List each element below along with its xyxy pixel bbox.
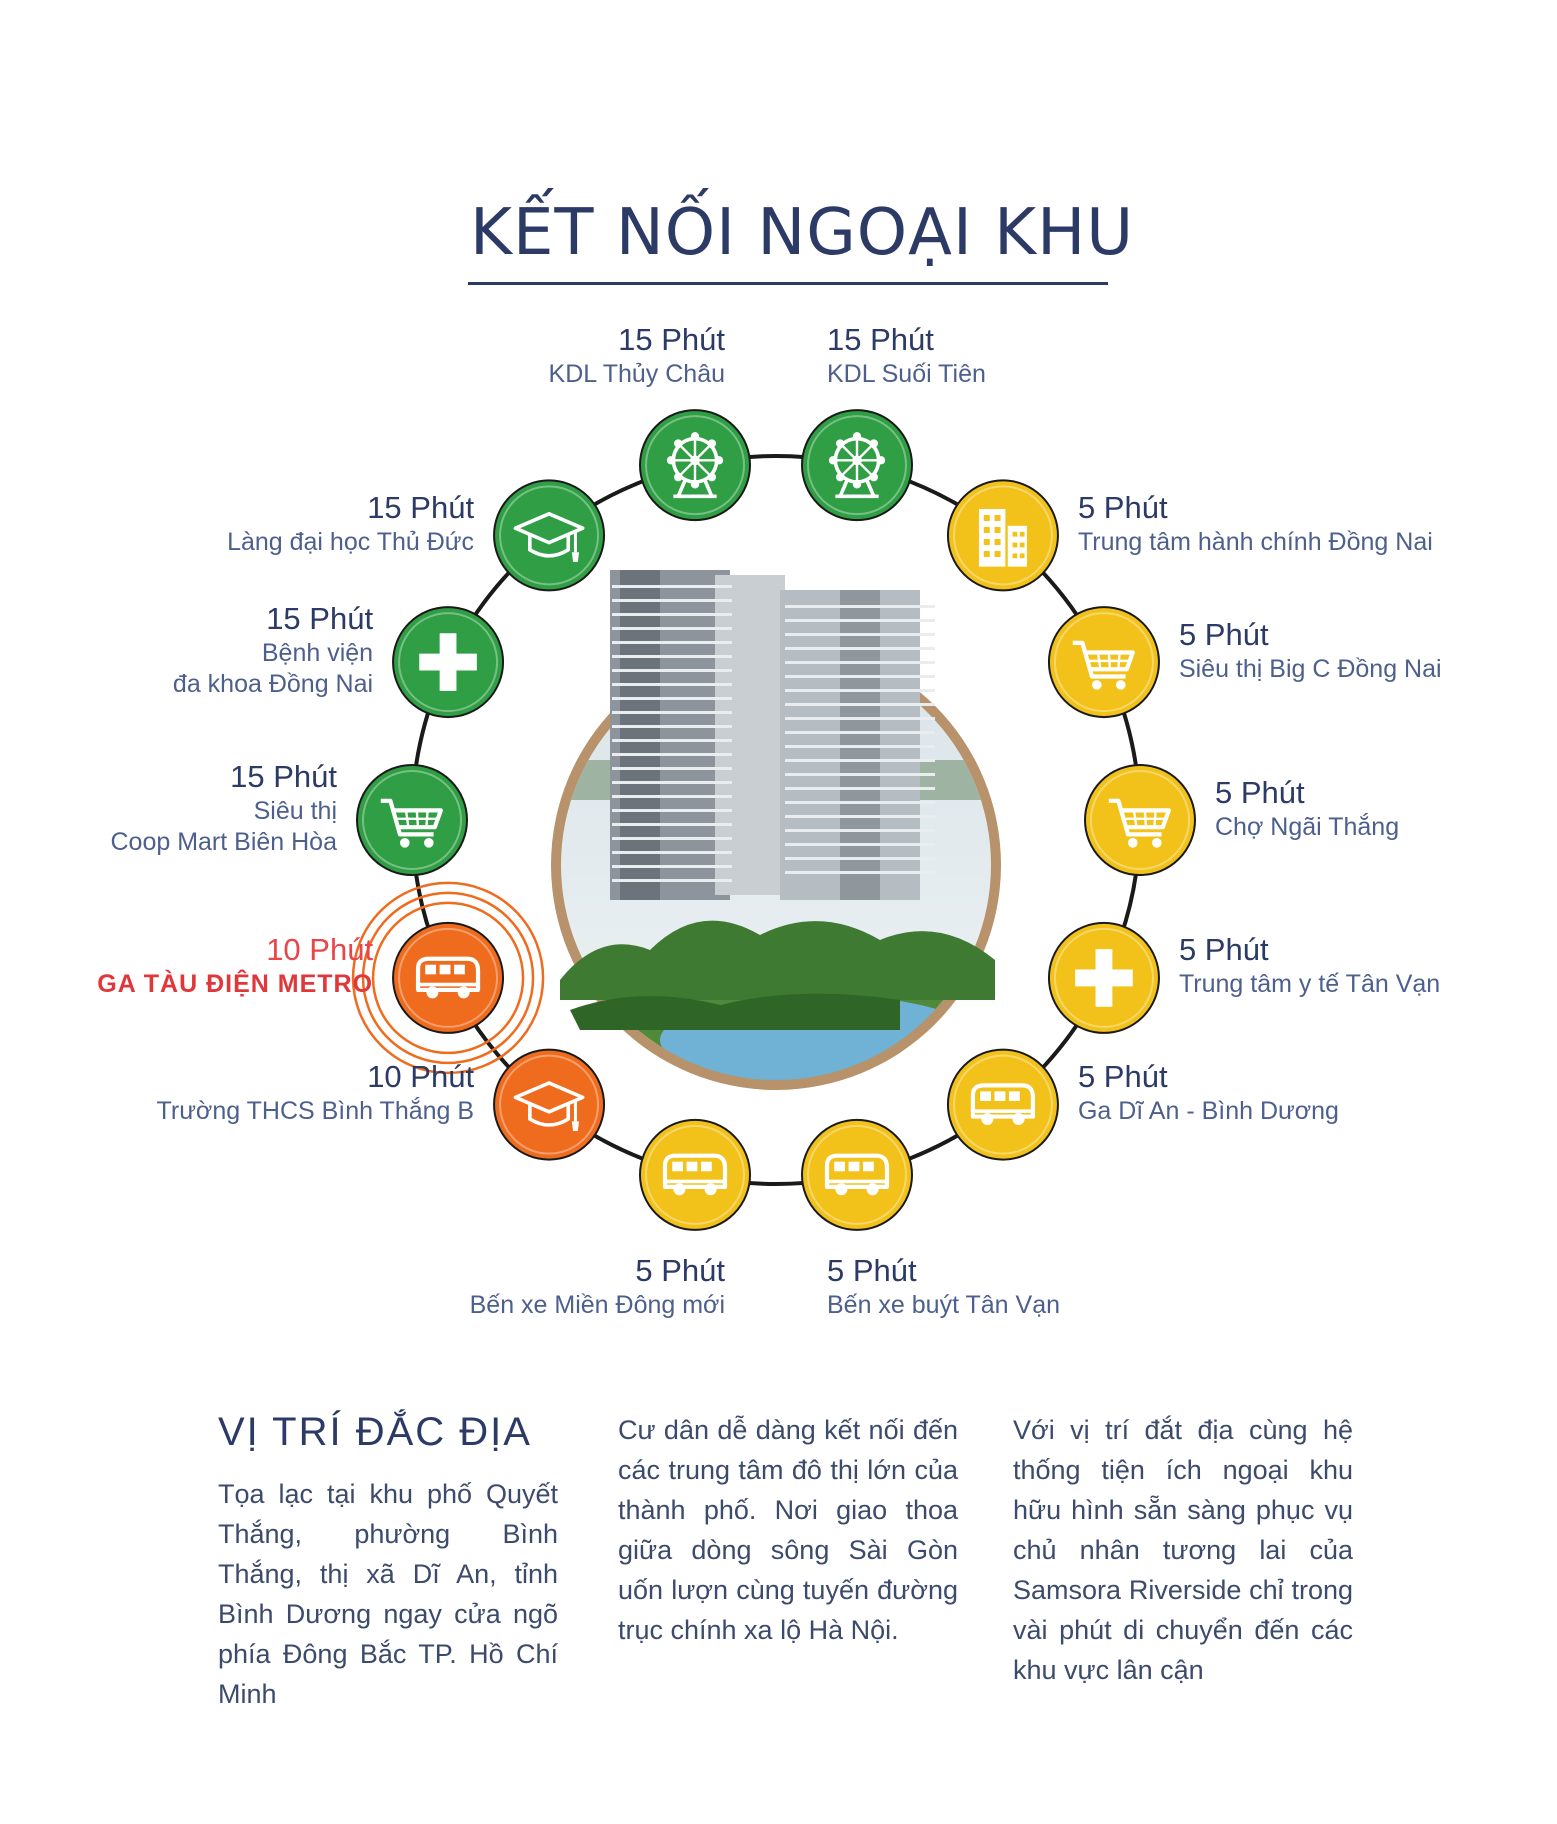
window-row xyxy=(785,633,935,636)
destination-name: GA TÀU ĐIỆN METRO xyxy=(97,970,374,999)
window-row xyxy=(612,851,732,854)
travel-time: 15 Phút xyxy=(826,322,934,358)
window-row xyxy=(785,619,935,622)
connection-label xyxy=(827,1252,1060,1321)
destination-name: Ga Dĩ An - Bình Dương xyxy=(1077,1097,1339,1126)
destination-name: Siêu thị xyxy=(253,797,337,825)
connection-node xyxy=(1049,923,1159,1033)
travel-time: 5 Phút xyxy=(1215,774,1305,810)
node-circle xyxy=(1085,765,1195,875)
destination-name: KDL Thủy Châu xyxy=(548,360,726,389)
connection-label xyxy=(549,321,726,390)
connection-text: Cư dân dễ dàng kết nối đến các trung tâm đô thị lớn của thành phố. Nơi giao thoa giữa dòng sông Sài Gòn uốn lượn cùng tuyến đường trục chính xa lộ Hà Nội. xyxy=(618,1415,958,1645)
node-circle xyxy=(802,1120,912,1230)
window-row xyxy=(612,627,732,630)
window-row xyxy=(612,837,732,840)
tower-left xyxy=(610,570,730,900)
destination-name: đa khoa Đồng Nai xyxy=(172,670,374,699)
connection-node xyxy=(1085,765,1195,875)
window-row xyxy=(785,871,935,874)
window-row xyxy=(785,689,935,692)
window-row xyxy=(612,809,732,812)
connection-label xyxy=(157,1058,475,1127)
window-row xyxy=(785,745,935,748)
travel-time: 5 Phút xyxy=(1178,616,1269,652)
destination-name: Chợ Ngãi Thắng xyxy=(1215,812,1400,841)
connection-node xyxy=(494,1050,604,1160)
connection-node xyxy=(353,883,543,1073)
window-row xyxy=(612,781,732,784)
connection-node xyxy=(802,410,912,520)
connection-label xyxy=(1215,774,1399,843)
travel-time: 15 Phút xyxy=(367,489,475,525)
window-row xyxy=(785,801,935,804)
window-row xyxy=(785,787,935,790)
window-row xyxy=(612,879,732,882)
window-row xyxy=(785,759,935,762)
destination-name: Làng đại học Thủ Đức xyxy=(227,527,475,556)
window-row xyxy=(612,753,732,756)
window-row xyxy=(785,731,935,734)
destination-name: Bệnh viện xyxy=(261,639,374,668)
window-row xyxy=(785,675,935,678)
node-circle xyxy=(1049,607,1159,717)
window-row xyxy=(612,613,732,616)
connection-node xyxy=(1049,607,1159,717)
window-row xyxy=(785,605,935,608)
window-row xyxy=(785,843,935,846)
node-circle xyxy=(948,1050,1058,1160)
travel-time: 15 Phút xyxy=(618,322,726,358)
destination-name: Trung tâm y tế Tân Vạn xyxy=(1178,970,1441,999)
travel-time: 5 Phút xyxy=(1178,932,1269,968)
connection-node xyxy=(802,1120,912,1230)
travel-time: 5 Phút xyxy=(635,1252,726,1288)
destination-name: Siêu thị Big C Đồng Nai xyxy=(1178,654,1442,683)
window-row xyxy=(785,703,935,706)
window-row xyxy=(785,773,935,776)
window-row xyxy=(612,739,732,742)
connection-label xyxy=(1179,616,1442,685)
window-row xyxy=(612,641,732,644)
window-row xyxy=(612,697,732,700)
window-row xyxy=(612,711,732,714)
center-building-image xyxy=(551,570,1001,1090)
window-row xyxy=(785,661,935,664)
travel-time: 15 Phút xyxy=(230,759,337,794)
travel-time: 5 Phút xyxy=(826,1252,917,1288)
window-row xyxy=(785,717,935,720)
window-row xyxy=(785,647,935,650)
window-row xyxy=(612,655,732,658)
page-title: KẾT NỐI NGOẠI KHU xyxy=(470,196,1135,270)
connection-node xyxy=(494,480,604,590)
destination-name: Trường THCS Bình Thắng B xyxy=(156,1097,475,1126)
node-circle xyxy=(494,480,604,590)
connection-label xyxy=(1078,489,1433,558)
connection-node xyxy=(393,607,503,717)
window-row xyxy=(612,767,732,770)
travel-time: 5 Phút xyxy=(1077,489,1168,525)
destination-name: Trung tâm hành chính Đồng Nai xyxy=(1077,527,1433,556)
connection-node xyxy=(640,410,750,520)
node-circle xyxy=(393,923,503,1033)
destination-name: Bến xe buýt Tân Vạn xyxy=(826,1290,1061,1319)
tower-mid xyxy=(715,575,785,895)
destination-name: KDL Suối Tiên xyxy=(826,360,986,389)
travel-time: 10 Phút xyxy=(266,932,374,968)
connection-node xyxy=(948,480,1058,590)
window-row xyxy=(612,599,732,602)
node-circle xyxy=(640,1120,750,1230)
travel-time: 15 Phút xyxy=(266,601,374,637)
connection-node xyxy=(948,1050,1058,1160)
window-row xyxy=(612,823,732,826)
connection-label xyxy=(110,758,337,858)
window-row xyxy=(785,857,935,860)
window-row xyxy=(785,829,935,832)
connection-label xyxy=(1179,931,1440,1000)
window-row xyxy=(612,865,732,868)
connection-label xyxy=(1078,1058,1339,1127)
connection-label xyxy=(173,600,373,700)
amenity-text: Với vị trí đắt địa cùng hệ thống tiện ích ngoại khu hữu hình sẵn sàng phục vụ chủ nhân tương lai của Samsora Riverside chỉ trong vài phút di chuyển đến các khu vực lân cận xyxy=(1013,1415,1353,1685)
window-row xyxy=(612,795,732,798)
connection-label xyxy=(470,1252,725,1321)
window-row xyxy=(612,683,732,686)
connection-node xyxy=(640,1120,750,1230)
window-row xyxy=(612,725,732,728)
node-circle xyxy=(357,765,467,875)
location-text: Tọa lạc tại khu phố Quyết Thắng, phường Bình Thắng, thị xã Dĩ An, tỉnh Bình Dương ngay cửa ngõ phía Đông Bắc TP. Hồ Chí Minh xyxy=(218,1479,558,1709)
window-row xyxy=(785,815,935,818)
node-circle xyxy=(494,1050,604,1160)
window-row xyxy=(612,669,732,672)
destination-name: Coop Mart Biên Hòa xyxy=(110,828,337,856)
window-row xyxy=(612,585,732,588)
travel-time: 10 Phút xyxy=(367,1059,475,1095)
section-title: VỊ TRÍ ĐẮC ĐỊA xyxy=(218,1410,532,1454)
connection-label xyxy=(227,489,474,558)
connection-node xyxy=(357,765,467,875)
connection-label xyxy=(97,931,373,1000)
travel-time: 5 Phút xyxy=(1077,1059,1168,1095)
connection-label xyxy=(827,321,986,390)
destination-name: Bến xe Miền Đông mới xyxy=(469,1290,726,1319)
